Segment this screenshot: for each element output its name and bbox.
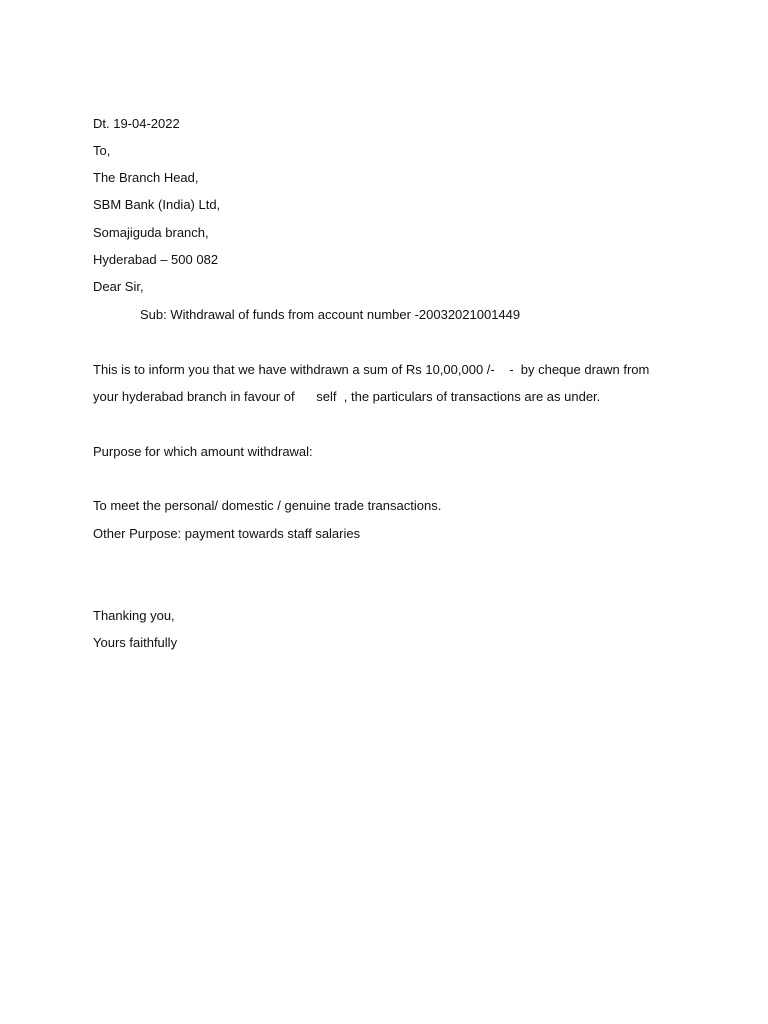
closing-signoff: Yours faithfully — [93, 635, 178, 650]
closing-thanks: Thanking you, — [93, 608, 175, 623]
subject-line: Sub: Withdrawal of funds from account number -20032021001449 — [140, 307, 521, 322]
recipient-line-4: Hyderabad – 500 082 — [93, 252, 219, 267]
purpose-line-1: To meet the personal/ domestic / genuine trade transactions. — [93, 498, 442, 513]
recipient-line-2: SBM Bank (India) Ltd, — [93, 197, 221, 212]
body-line-2: your hyderabad branch in favour of self , the particulars of transactions are as under. — [93, 389, 601, 404]
recipient-line-1: The Branch Head, — [93, 170, 199, 185]
greeting: Dear Sir, — [93, 279, 144, 294]
body-line-1: This is to inform you that we have withdrawn a sum of Rs 10,00,000 /- - by cheque drawn from — [93, 362, 650, 377]
purpose-heading: Purpose for which amount withdrawal: — [93, 444, 313, 459]
purpose-line-2: Other Purpose: payment towards staff salaries — [93, 526, 361, 541]
recipient-line-3: Somajiguda branch, — [93, 225, 209, 240]
letter-date: Dt. 19-04-2022 — [93, 116, 180, 131]
salutation-to: To, — [93, 143, 111, 158]
